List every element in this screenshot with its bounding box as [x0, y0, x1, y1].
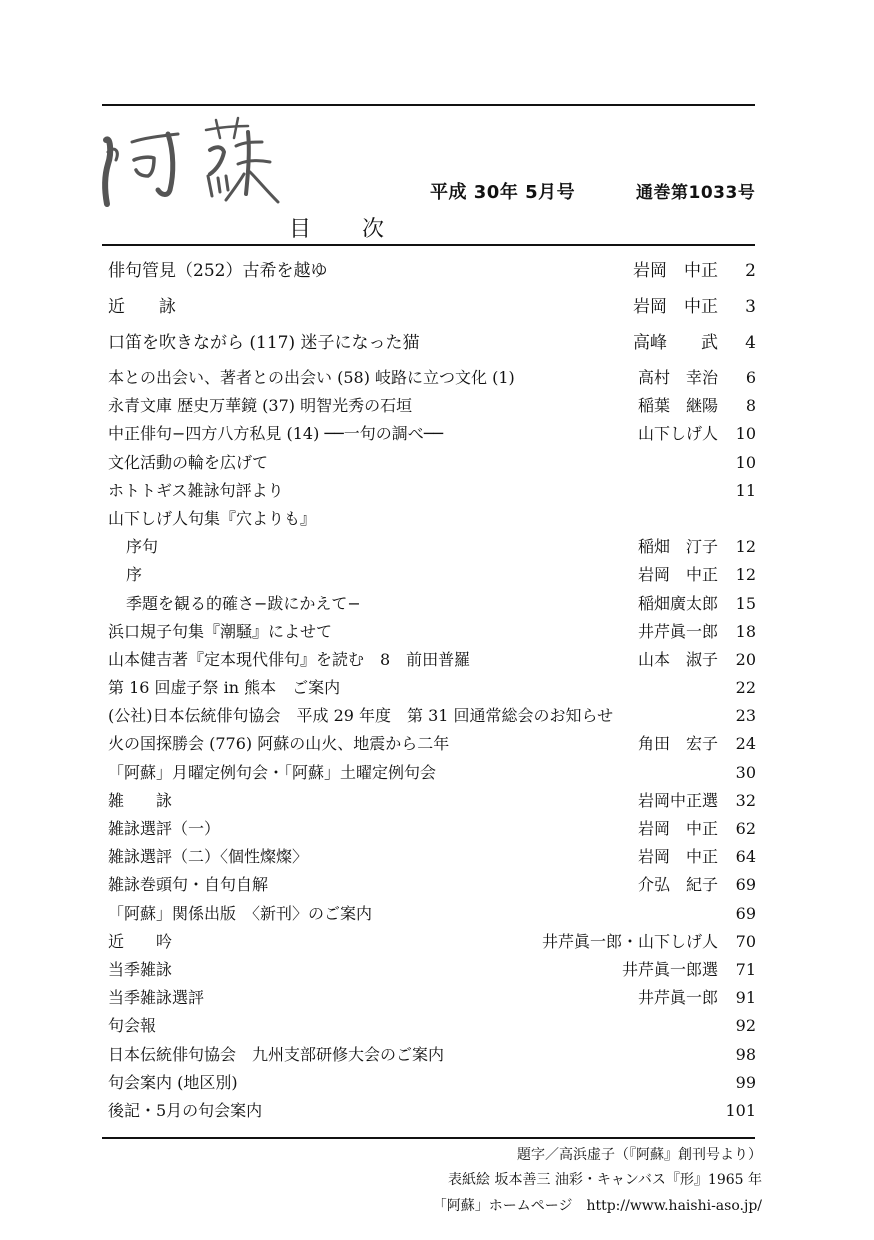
toc-author: 井芹眞一郎選 [621, 959, 718, 979]
toc-row[interactable] [108, 1012, 756, 1040]
toc-author: 介弘 紀子 [637, 875, 718, 895]
toc-author: 岩岡 中正 [637, 565, 718, 585]
toc-page: 6 [745, 368, 756, 387]
toc-row[interactable] [108, 1069, 756, 1097]
toc-title: 近 吟 [108, 931, 173, 951]
toc-row[interactable] [108, 326, 756, 362]
toc-title: 雑詠選評（二）〈個性燦燦〉 [108, 847, 309, 867]
toc-row[interactable] [108, 702, 756, 730]
toc-page: 10 [735, 424, 756, 444]
toc-row[interactable] [108, 254, 756, 290]
toc-author: 山本 淑子 [637, 649, 718, 669]
toc-author: 井芹眞一郎 [637, 988, 718, 1008]
toc-author: 稲葉 継陽 [637, 396, 718, 416]
toc-title: 「阿蘇」月曜定例句会・「阿蘇」土曜定例句会 [108, 762, 437, 782]
toc-page: 99 [735, 1072, 756, 1092]
toc-title: 山本健吉著『定本現代俳句』を読む 8 前田普羅 [108, 649, 471, 669]
header-rule [102, 244, 755, 246]
toc-page: 11 [735, 480, 756, 500]
toc-title: 「阿蘇」関係出版 〈新刊〉のご案内 [108, 903, 373, 923]
toc-row[interactable] [108, 646, 756, 674]
toc-page: 20 [735, 649, 756, 669]
toc-title: 後記・5月の句会案内 [108, 1100, 263, 1120]
issue-date: 平成 30年 5月号 [430, 182, 576, 203]
toc-title: 雑詠巻頭句・自句自解 [108, 875, 269, 895]
toc-page: 69 [735, 903, 756, 923]
toc-author: 高峰 武 [633, 333, 718, 353]
toc-page: 70 [735, 931, 756, 951]
toc-author: 岩岡 中正 [633, 261, 718, 281]
toc-page: 69 [735, 875, 756, 895]
toc-author: 稲畑廣太郎 [637, 593, 718, 613]
toc-title: 永青文庫 歴史万華鏡 (37) 明智光秀の石垣 [108, 396, 413, 416]
toc-page: 3 [745, 297, 756, 317]
toc-title: 中正俳句−四方八方私見 (14) ──一句の調べ── [108, 424, 443, 444]
footer-rule [102, 1137, 755, 1139]
toc-title: 俳句管見（252）古希を越ゆ [108, 261, 328, 281]
toc-page: 24 [735, 734, 756, 754]
toc-title: 当季雑詠 [108, 959, 173, 979]
toc-title: 山下しげ人句集『穴よりも』 [108, 508, 317, 528]
toc-row[interactable] [108, 787, 756, 815]
toc-author: 岩岡 中正 [637, 819, 718, 838]
calligraphy-title-logo [98, 112, 288, 212]
toc-page: 22 [735, 678, 756, 698]
toc-author: 岩岡 中正 [633, 297, 718, 317]
toc-page: 10 [735, 452, 756, 472]
toc-page: 8 [745, 396, 756, 416]
toc-row[interactable] [108, 364, 756, 392]
cover-credit: 表紙絵 坂本善三 油彩・キャンバス『形』1965 年 [448, 1172, 762, 1188]
toc-row[interactable] [108, 590, 756, 618]
toc-row[interactable] [108, 392, 756, 420]
toc-page: 15 [735, 593, 756, 613]
toc-title: ホトトギス雑詠句評より [108, 480, 284, 500]
toc-row[interactable] [108, 1041, 756, 1069]
calligraphy-credit: 題字／高浜虚子（『阿蘇』創刊号より） [517, 1147, 762, 1163]
toc-row[interactable] [108, 1097, 756, 1125]
toc-page: 12 [735, 537, 756, 557]
toc-title: 本との出会い、著者との出会い (58) 岐路に立つ文化 (1) [108, 368, 515, 387]
toc-page: 62 [735, 819, 756, 838]
toc-title: 文化活動の輪を広げて [108, 452, 269, 472]
toc-row[interactable] [108, 290, 756, 326]
toc-title: 雑詠選評（一） [108, 819, 221, 838]
toc-author: 岩岡中正選 [637, 790, 718, 810]
toc-row[interactable] [108, 449, 756, 477]
toc-author: 井芹眞一郎・山下しげ人 [541, 931, 718, 951]
toc-row[interactable] [108, 420, 756, 448]
toc-row[interactable] [108, 843, 756, 871]
toc-row[interactable] [108, 900, 756, 928]
toc-author: 角田 宏子 [637, 734, 718, 754]
toc-row[interactable] [108, 618, 756, 646]
toc-page: 18 [735, 621, 756, 641]
toc-title: 近 詠 [108, 297, 176, 317]
toc-title: 浜口規子句集『潮騒』によせて [108, 621, 333, 641]
issue-number: 通巻第1033号 [636, 183, 756, 203]
toc-title: 雑 詠 [108, 790, 173, 810]
toc-title: (公社)日本伝統俳句協会 平成 29 年度 第 31 回通常総会のお知らせ [108, 706, 614, 726]
toc-author: 稲畑 汀子 [637, 537, 718, 557]
toc-row[interactable] [108, 505, 756, 533]
toc-row[interactable] [108, 477, 756, 505]
toc-row[interactable] [108, 871, 756, 899]
toc-page: 71 [735, 959, 756, 979]
toc-title: 序句 [126, 537, 159, 557]
toc-author: 高村 幸治 [637, 368, 718, 387]
toc-row[interactable] [108, 815, 756, 843]
toc-page: 91 [735, 988, 756, 1008]
toc-page: 32 [735, 790, 756, 810]
toc-title: 序 [126, 565, 143, 585]
toc-page: 101 [725, 1100, 756, 1120]
toc-page: 12 [735, 565, 756, 585]
contents-heading: 目 次 [289, 217, 406, 242]
toc-row[interactable] [108, 730, 756, 758]
toc-title: 日本伝統俳句協会 九州支部研修大会のご案内 [108, 1044, 445, 1064]
toc-page: 92 [735, 1016, 756, 1036]
table-of-contents [108, 254, 756, 1125]
toc-row[interactable] [108, 759, 756, 787]
toc-title: 火の国探勝会 (776) 阿蘇の山火、地震から二年 [108, 734, 450, 754]
toc-page: 30 [735, 762, 756, 782]
toc-title: 句会案内 (地区別) [108, 1072, 238, 1092]
toc-title: 季題を観る的確さ−跋にかえて− [126, 593, 361, 613]
toc-row[interactable] [108, 561, 756, 589]
toc-row[interactable] [108, 674, 756, 702]
toc-row[interactable] [108, 984, 756, 1012]
toc-page: 64 [735, 847, 756, 867]
toc-author: 岩岡 中正 [637, 847, 718, 867]
toc-title: 口笛を吹きながら (117) 迷子になった猫 [108, 333, 420, 353]
toc-title: 第 16 回虚子祭 in 熊本 ご案内 [108, 678, 341, 698]
toc-title: 当季雑詠選評 [108, 988, 205, 1008]
top-rule [102, 104, 755, 106]
homepage-link[interactable]: 「阿蘇」ホームページ http://www.haishi-aso.jp/ [432, 1198, 762, 1214]
toc-page: 98 [735, 1044, 756, 1064]
toc-page: 4 [745, 333, 756, 353]
toc-row[interactable] [108, 956, 756, 984]
toc-page: 23 [735, 706, 756, 726]
toc-row[interactable] [108, 928, 756, 956]
toc-title: 句会報 [108, 1016, 157, 1036]
toc-author: 井芹眞一郎 [637, 621, 718, 641]
toc-author: 山下しげ人 [637, 424, 718, 444]
toc-row[interactable] [108, 533, 756, 561]
toc-page: 2 [745, 261, 756, 281]
